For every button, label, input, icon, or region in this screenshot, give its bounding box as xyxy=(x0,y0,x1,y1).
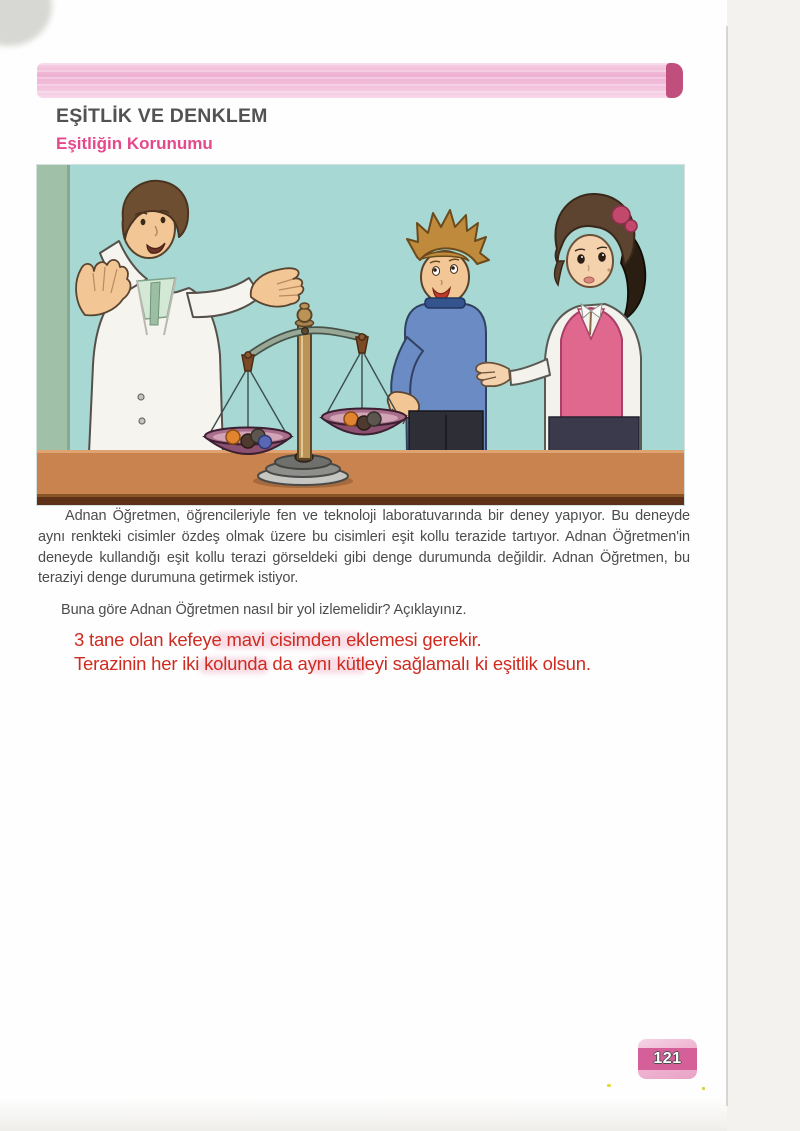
scan-bottom-shade xyxy=(0,1100,727,1131)
scan-corner-artifact xyxy=(0,0,52,46)
intro-paragraph: Adnan Öğretmen, öğrencileriyle fen ve teknoloji laboratuvarında bir deney yapıyor. Bu deneyde aynı renkteki cisimler özdeş olmak üzere bu cisimleri eşit kollu terazide tartıyor. Adnan Öğretmen'in deneyde kullandığı eşit kollu terazi görseldeki gibi denge durumunda değildir. Adnan Öğretmen, bu teraziyi denge durumuna getirmek istiyor. xyxy=(38,508,690,587)
blue-ball xyxy=(259,436,272,449)
scan-dot-artifact xyxy=(702,1087,705,1090)
question-text: Buna göre Adnan Öğretmen nasıl bir yol izlemelidir? Açıklayınız. xyxy=(61,602,467,618)
scale-pole xyxy=(298,323,311,459)
section-header-bar xyxy=(37,63,683,98)
girl-mouth xyxy=(584,277,594,283)
scale-knob xyxy=(298,308,312,322)
table xyxy=(37,450,684,505)
page-number-badge xyxy=(638,1039,697,1079)
section-title: Eşitliğin Korunumu xyxy=(56,134,213,153)
lab-scene-svg xyxy=(37,165,684,505)
girl-skirt xyxy=(549,417,639,453)
header-bar-end-cap xyxy=(666,63,683,98)
student-answer-block xyxy=(74,628,674,675)
answer-line-1: 3 tane olan kefeye mavi cisimden eklemesi gerekir. xyxy=(74,629,482,650)
page-number-band xyxy=(638,1048,697,1070)
page-edge-line xyxy=(726,26,728,1106)
coat-button xyxy=(138,394,144,400)
lab-scene-illustration xyxy=(37,165,684,505)
answer-line-2: Terazinin her iki kolunda da aynı kütleyi sağlamalı ki eşitlik olsun. xyxy=(74,652,591,674)
coat-button xyxy=(139,418,145,424)
girl-hand xyxy=(476,363,510,387)
orange-ball xyxy=(226,430,240,444)
page-number: 121 xyxy=(653,1050,682,1067)
unit-title: EŞİTLİK VE DENKLEM xyxy=(56,105,268,127)
gray-ball xyxy=(367,412,381,426)
orange-ball xyxy=(344,412,358,426)
scan-dot-artifact xyxy=(607,1084,611,1087)
